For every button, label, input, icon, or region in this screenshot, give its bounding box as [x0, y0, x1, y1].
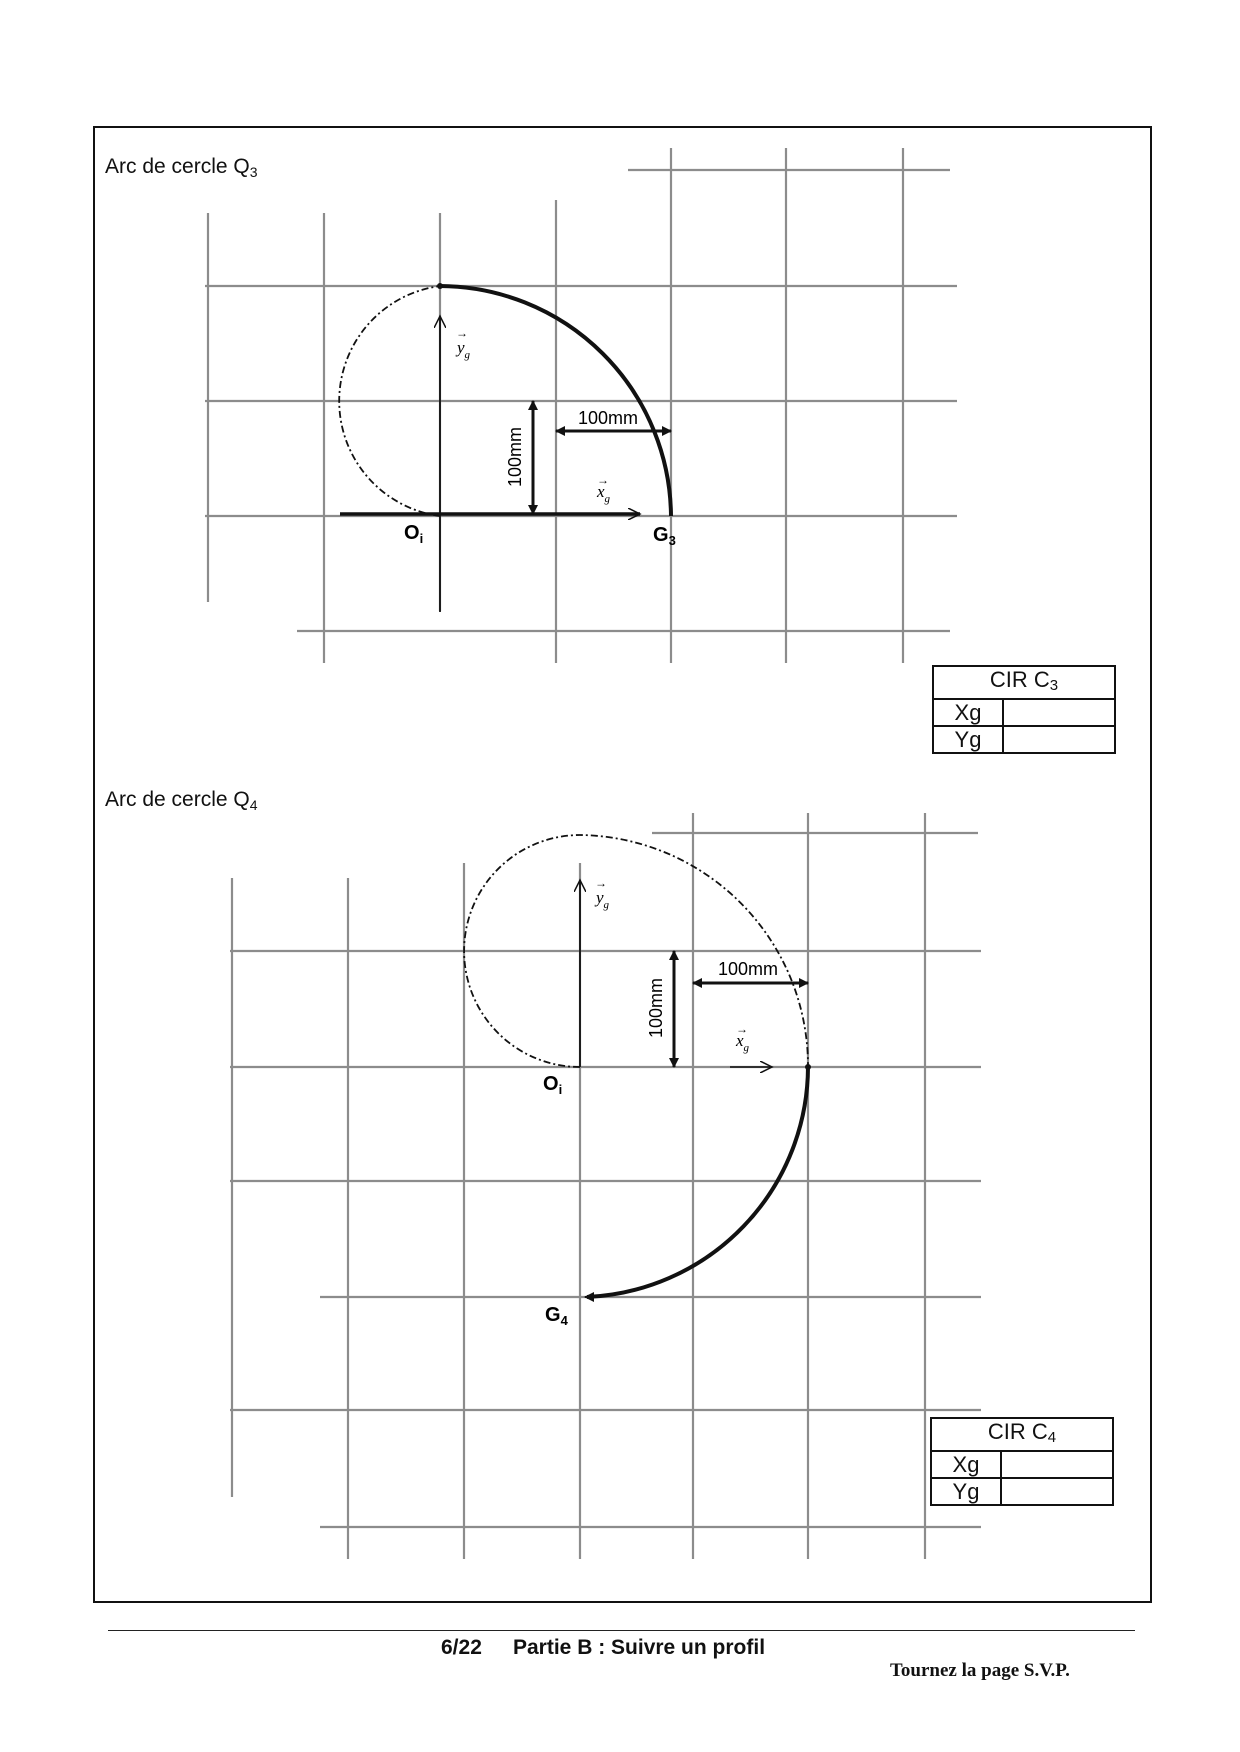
y-axis-label-q3: $y_g$: [457, 338, 471, 361]
yg-value-cell[interactable]: [1003, 726, 1115, 753]
arc-start-point-q3: [437, 283, 443, 289]
yg-label: Yg: [933, 726, 1003, 753]
cir-table-header: CIR $C_3$: [933, 666, 1115, 699]
xg-value-cell[interactable]: [1001, 1451, 1113, 1478]
point-label-g3: $G_3$: [653, 524, 676, 548]
arc-start-point-q4: [805, 1064, 811, 1070]
dimension-label-vertical-q4: 100mm: [646, 977, 666, 1039]
dimension-label-horizontal-q3: 100mm: [577, 408, 639, 428]
xg-label: Xg: [933, 699, 1003, 726]
vector-arrow-icon: →: [595, 876, 607, 890]
xg-value-cell[interactable]: [1003, 699, 1115, 726]
yg-label: Yg: [931, 1478, 1001, 1505]
cir-table-header: CIR $C_4$: [931, 1418, 1113, 1451]
xg-label: Xg: [931, 1451, 1001, 1478]
grid-q4: [230, 813, 981, 1559]
x-axis-label-q4: $x_g$: [736, 1031, 750, 1054]
cir-table-c3: [932, 665, 1116, 754]
point-label-g4: $G_4$: [545, 1304, 568, 1328]
dimension-label-horizontal-q4: 100mm: [717, 959, 779, 979]
origin-label-q4: $O_i$: [543, 1073, 563, 1097]
footer-part-title: Partie B : Suivre un profil: [513, 1636, 766, 1659]
section-title-q4: Arc de cercle $Q_4$: [105, 788, 258, 813]
page-number: 6/22: [441, 1636, 482, 1659]
cir-table-c4: [930, 1417, 1114, 1506]
yg-value-cell[interactable]: [1001, 1478, 1113, 1505]
turn-page-note: Tournez la page S.V.P.: [890, 1660, 1070, 1681]
dimension-label-vertical-q3: 100mm: [505, 426, 525, 488]
grid-q3: [205, 148, 957, 663]
y-axis-label-q4: $y_g$: [596, 888, 610, 911]
section-title-q3: Arc de cercle $Q_3$: [105, 155, 258, 180]
origin-label-q3: $O_i$: [404, 522, 424, 546]
vector-arrow-icon: →: [597, 473, 609, 487]
vector-arrow-icon: →: [456, 326, 468, 340]
vector-arrow-icon: →: [736, 1022, 748, 1036]
footer-rule: [108, 1630, 1135, 1631]
x-axis-label-q3: $x_g$: [597, 482, 611, 505]
